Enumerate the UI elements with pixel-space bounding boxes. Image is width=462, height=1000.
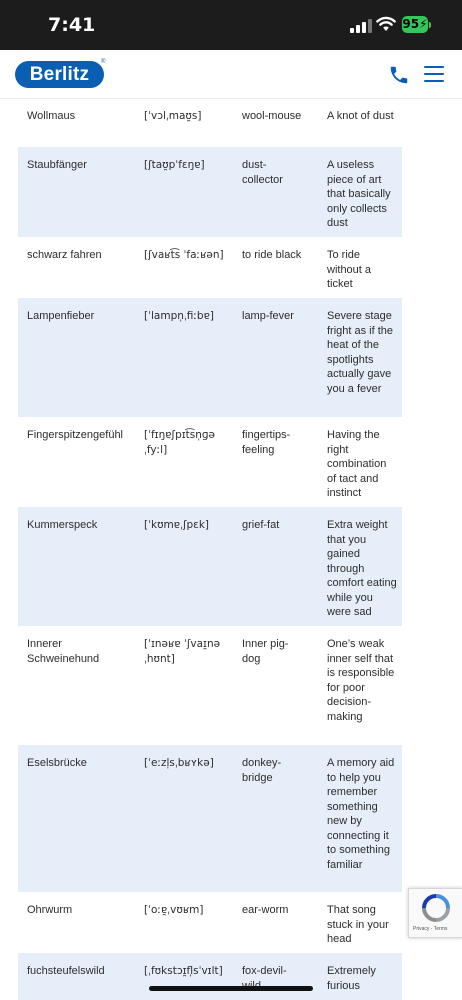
meaning: A memory aid to help you remember something new by connecting it to something familiar	[327, 757, 395, 871]
table-row	[18, 626, 402, 745]
pronunciation: [ˈlampn̩ˌfiːbɐ]	[144, 310, 214, 322]
status-time: 7:41	[48, 14, 96, 36]
german-word: Kummerspeck	[27, 519, 98, 531]
meaning: Severe stage fright as if the heat of the spotlights actually gave you a fever	[327, 310, 394, 395]
german-word: Wollmaus	[27, 110, 76, 122]
pronunciation: [ʃvaʁt͡s ˈfaːʁən]	[144, 249, 224, 261]
battery-indicator: 95⚡	[402, 17, 428, 31]
cellular-signal-icon	[350, 19, 372, 33]
german-word: Innerer Schweinehund	[27, 638, 100, 665]
literal-translation: fingertips-feeling	[242, 429, 291, 456]
german-word: Lampenfieber	[27, 310, 95, 322]
pronunciation: [ˈoːɐ̯ˌvʊʁm]	[144, 904, 204, 916]
table-row	[18, 237, 402, 298]
table-row	[18, 298, 402, 417]
pronunciation: [ˈeːzl̩sˌbʁʏkə]	[144, 757, 214, 769]
table-row	[18, 147, 402, 237]
meaning: A useless piece of art that basically only collects dust	[327, 159, 391, 229]
battery-cap	[429, 22, 431, 28]
berlitz-logo[interactable]: Berlitz	[15, 61, 104, 88]
status-bar	[0, 0, 462, 50]
german-word: Eselsbrücke	[27, 757, 87, 769]
literal-translation: dust-collector	[242, 159, 283, 186]
pronunciation: [ˈfɪŋɐʃpɪt͡sn̩ɡə ˌfyːl]	[144, 429, 215, 456]
meaning: One’s weak inner self that is responsible for poor decision-making	[327, 638, 395, 723]
literal-translation: Inner pig-dog	[242, 638, 289, 665]
german-word: schwarz fahren	[27, 249, 102, 261]
literal-translation: grief-fat	[242, 519, 280, 531]
table-row	[18, 98, 402, 147]
vocabulary-table	[18, 98, 402, 1000]
meaning: That song stuck in your head	[327, 904, 389, 945]
german-word: Staubfänger	[27, 159, 87, 171]
phone-icon[interactable]	[388, 64, 410, 86]
table-row	[18, 892, 402, 953]
table-row	[18, 417, 402, 507]
pronunciation: [ˈvɔlˌmaʊ̯s]	[144, 110, 202, 122]
table-row	[18, 745, 402, 892]
meaning: Having the right combination of tact and instinct	[327, 429, 387, 499]
wifi-icon	[376, 16, 396, 32]
meaning: A knot of dust	[327, 110, 394, 122]
german-word: Ohrwurm	[27, 904, 73, 916]
pronunciation: [ʃtaʊ̯pˈfɛŋɐ]	[144, 159, 205, 171]
literal-translation: ear-worm	[242, 904, 289, 916]
german-word: Fingerspitzengefühl	[27, 429, 124, 441]
recaptcha-links[interactable]: Privacy - Terms	[413, 926, 448, 932]
german-word: fuchsteufelswild	[27, 965, 105, 977]
hamburger-menu-icon[interactable]	[424, 66, 444, 82]
meaning: Extremely furious	[327, 965, 376, 992]
meaning: Extra weight that you gained through comfort eating while you were sad	[327, 519, 397, 618]
recaptcha-badge[interactable]	[408, 888, 462, 938]
literal-translation: wool-mouse	[242, 110, 302, 122]
recaptcha-icon	[421, 893, 451, 923]
literal-translation: fox-devil-	[242, 965, 287, 977]
literal-translation: lamp-fever	[242, 310, 294, 322]
table-row	[18, 953, 402, 1000]
literal-translation: donkey-bridge	[242, 757, 282, 784]
registered-mark: ®	[101, 59, 106, 65]
meaning: To ride without a ticket	[327, 249, 372, 290]
pronunciation: [ˈɪnəʁɐ ˈʃvaɪ̯nə ˌhʊnt]	[144, 638, 221, 665]
pronunciation: [ˈkʊmɐˌʃpɛk]	[144, 519, 210, 531]
site-header	[0, 50, 462, 99]
table-row	[18, 507, 402, 626]
pronunciation: [ˌfʊkstɔɪ̯fl̩sˈvɪlt]	[144, 965, 223, 977]
literal-translation: to ride black	[242, 249, 302, 261]
home-indicator[interactable]	[149, 986, 313, 991]
